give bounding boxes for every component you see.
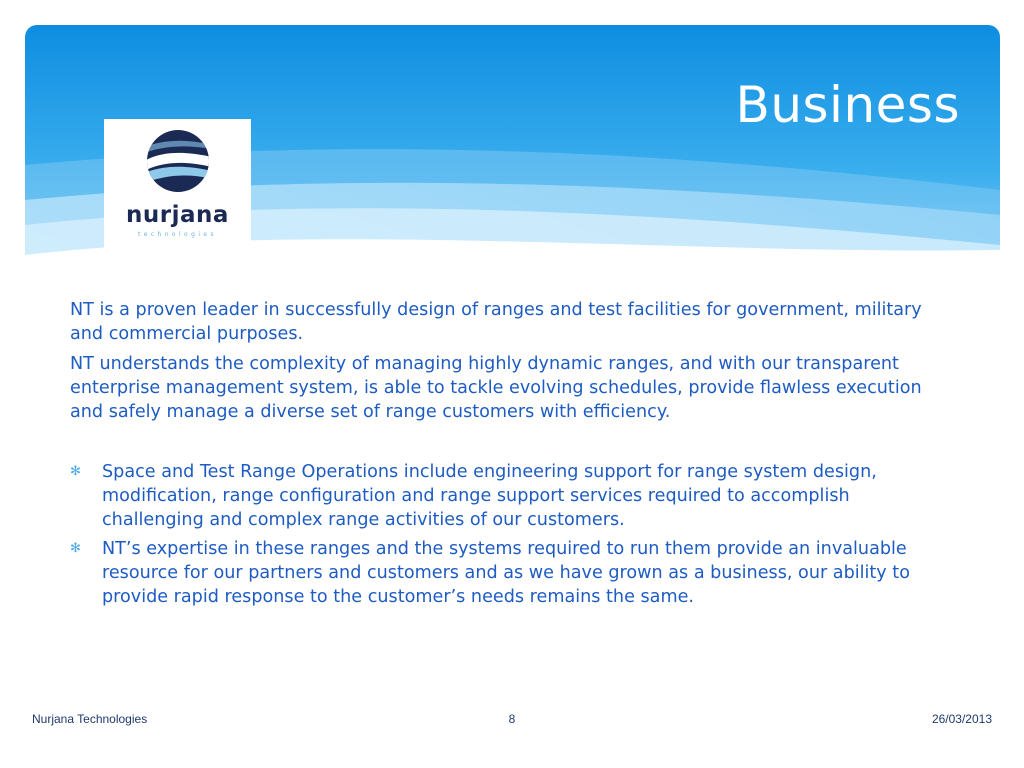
- asterisk-bullet-icon: ✻: [70, 464, 81, 479]
- bullet-item: [70, 537, 950, 609]
- intro-paragraph: NT is a proven leader in successfully design of ranges and test facilities for government, military and commercial purposes.: [70, 300, 922, 344]
- footer-company: Nurjana Technologies: [32, 712, 148, 726]
- logo-subtitle: technologies: [137, 231, 218, 238]
- footer-date: 26/03/2013: [931, 712, 992, 726]
- bullet-text: Space and Test Range Operations include engineering support for range system design, modification, range configuration and range support services required to accomplish challenging and complex range activities of our customers.: [102, 462, 877, 530]
- bullet-text: NT’s expertise in these ranges and the systems required to run them provide an invaluable resource for our partners and customers and as we have grown as a business, our ability to provide rapid response to the customer’s needs remains the same.: [102, 539, 910, 607]
- spacer: [70, 430, 950, 460]
- footer-page-number: 8: [508, 712, 516, 726]
- bullet-list: [70, 460, 950, 609]
- logo-wordmark: nurjana: [126, 202, 229, 228]
- nurjana-globe-logo-icon: [144, 127, 212, 195]
- bullet-item: [70, 460, 950, 532]
- slide-body: [70, 298, 950, 614]
- intro-paragraph: NT understands the complexity of managing highly dynamic ranges, and with our transparent enterprise management system, is able to tackle evolving schedules, provide flawless execution and safely manage a diverse set of range customers with efficiency.: [70, 354, 922, 422]
- asterisk-bullet-icon: ✻: [70, 541, 81, 556]
- slide-title: Business: [735, 76, 960, 134]
- company-logo: [104, 119, 251, 255]
